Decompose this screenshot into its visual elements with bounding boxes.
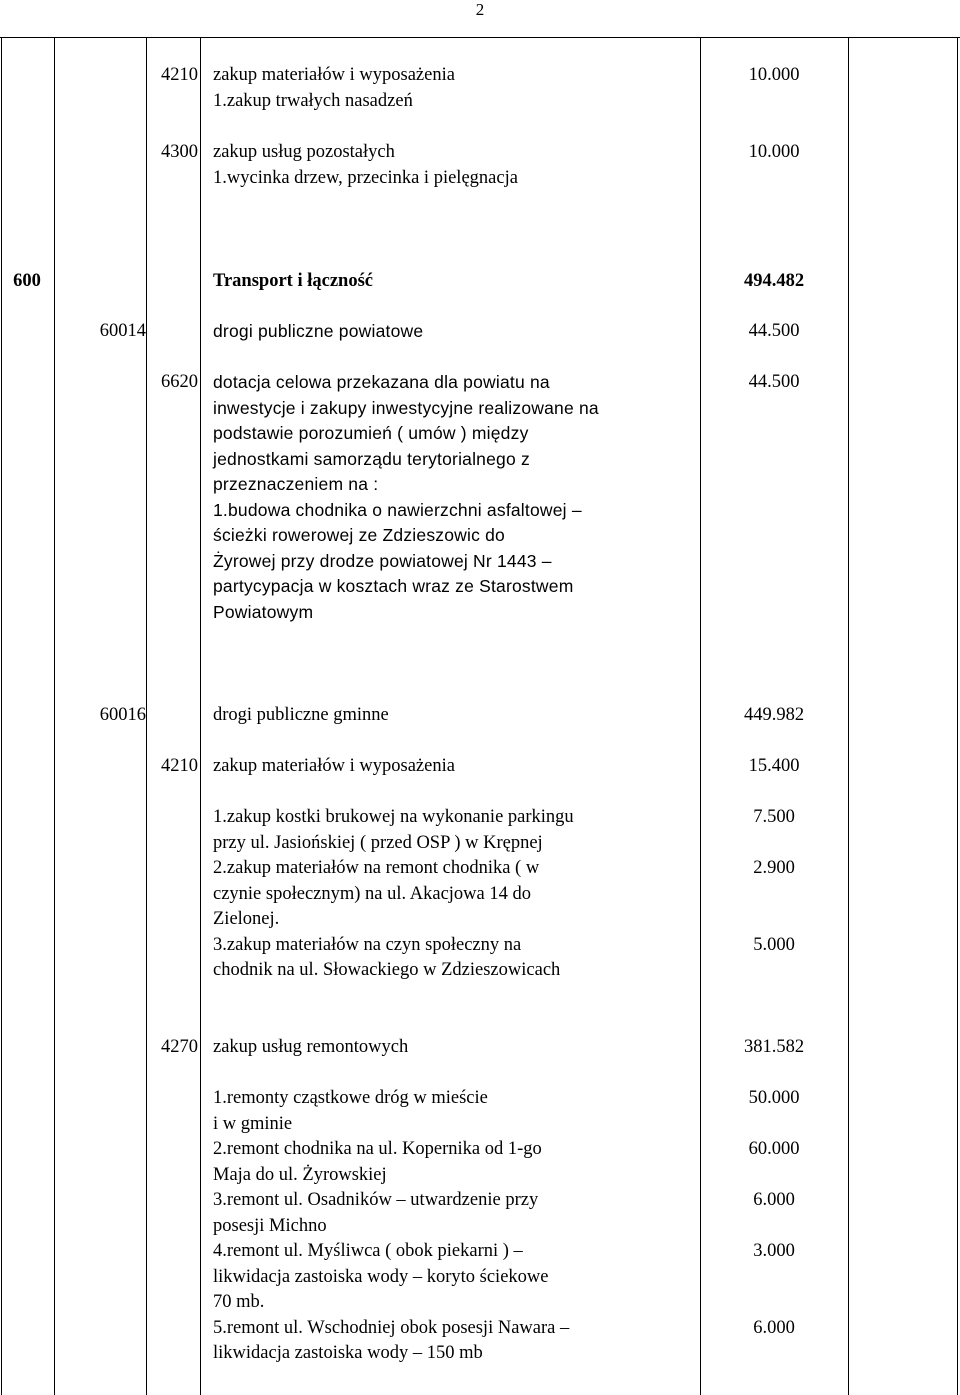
item-line: przy ul. Jasiońskiej ( przed OSP ) w Krępnej (213, 832, 543, 853)
row-detail: 1.wycinka drzew, przecinka i pielęgnacja (213, 168, 518, 188)
item-line: chodnik na ul. Słowackiego w Zdzieszowicach (213, 960, 561, 980)
paragraph-code: 4210 (161, 756, 198, 776)
item-amount: 6.000 (753, 1190, 795, 1210)
table-border-left (1, 37, 2, 1395)
item-line: likwidacja zastoiska wody – koryto ściekowe (213, 1266, 549, 1287)
column-divider-rozdzial (146, 37, 147, 1395)
row-amount: 44.500 (748, 372, 800, 392)
chapter-code: 60014 (99, 321, 146, 341)
item-line: 5.remont ul. Wschodniej obok posesji Nawara – (213, 1317, 570, 1338)
row-amount: 10.000 (748, 65, 800, 85)
item-line: 70 mb. (213, 1292, 265, 1312)
item-amount: 3.000 (753, 1241, 795, 1261)
table-top-border (0, 37, 960, 38)
item-line: 3.remont ul. Osadników – utwardzenie przy (213, 1190, 539, 1210)
row-description: podstawie porozumień ( umów ) między (213, 423, 529, 443)
chapter-code: 60016 (99, 705, 146, 725)
item-line: 1.zakup kostki brukowej na wykonanie parkingu (213, 807, 574, 827)
paragraph-code: 4270 (161, 1037, 198, 1057)
paragraph-code: 4210 (161, 65, 198, 85)
item-line: 4.remont ul. Myśliwca ( obok piekarni ) – (213, 1241, 523, 1261)
row-description: zakup materiałów i wyposażenia (213, 65, 455, 85)
row-description: ścieżki rowerowej ze Zdzieszowic do (213, 525, 505, 545)
chapter-title: drogi publiczne powiatowe (213, 321, 424, 341)
item-line: 2.remont chodnika na ul. Kopernika od 1-go (213, 1139, 542, 1159)
item-amount: 50.000 (748, 1088, 800, 1108)
chapter-amount: 44.500 (748, 321, 800, 341)
row-amount: 381.582 (743, 1037, 805, 1057)
row-description: zakup usług pozostałych (213, 142, 395, 162)
item-line: Maja do ul. Żyrowskiej (213, 1164, 387, 1185)
row-description: jednostkami samorządu terytorialnego z (213, 448, 530, 469)
section-code: 600 (13, 271, 41, 291)
row-description: Żyrowej przy drodze powiatowej Nr 1443 – (213, 550, 552, 571)
row-description: partycypacja w kosztach wraz ze Starostwem (213, 576, 574, 596)
item-amount: 5.000 (753, 934, 795, 955)
row-description: dotacja celowa przekazana dla powiatu na (213, 372, 550, 392)
item-line: czynie społecznym) na ul. Akacjowa 14 do (213, 883, 531, 904)
row-amount: 10.000 (748, 142, 800, 162)
item-amount: 2.900 (753, 858, 795, 878)
section-amount: 494.482 (743, 271, 805, 291)
row-description: zakup materiałów i wyposażenia (213, 756, 455, 776)
table-border-right (957, 37, 958, 1395)
chapter-amount: 449.982 (743, 705, 805, 725)
item-amount: 7.500 (753, 807, 795, 827)
item-line: 2.zakup materiałów na remont chodnika ( w (213, 858, 540, 878)
item-line: 3.zakup materiałów na czyn społeczny na (213, 934, 522, 955)
row-detail: 1.zakup trwałych nasadzeń (213, 91, 413, 111)
row-description: Powiatowym (213, 601, 314, 622)
column-divider-dzial (54, 37, 55, 1395)
row-amount: 15.400 (748, 756, 800, 776)
section-title: Transport i łączność (213, 271, 373, 291)
row-description: 1.budowa chodnika o nawierzchni asfaltowej – (213, 499, 582, 520)
item-amount: 6.000 (753, 1317, 795, 1338)
item-line: 1.remonty cząstkowe dróg w mieście (213, 1088, 488, 1108)
paragraph-code: 6620 (161, 372, 198, 392)
item-line: i w gminie (213, 1113, 293, 1134)
paragraph-code: 4300 (161, 142, 198, 162)
item-line: likwidacja zastoiska wody – 150 mb (213, 1343, 483, 1363)
chapter-title: drogi publiczne gminne (213, 705, 389, 725)
column-divider-kwota (848, 37, 849, 1395)
row-description: przeznaczeniem na : (213, 474, 379, 494)
row-description: zakup usług remontowych (213, 1037, 409, 1057)
item-line: posesji Michno (213, 1215, 327, 1236)
item-amount: 60.000 (748, 1139, 800, 1159)
column-divider-paragraf (200, 37, 201, 1395)
item-line: Zielonej. (213, 909, 280, 929)
page-number: 2 (475, 0, 485, 19)
row-description: inwestycje i zakupy inwestycyjne realizowane na (213, 397, 599, 418)
